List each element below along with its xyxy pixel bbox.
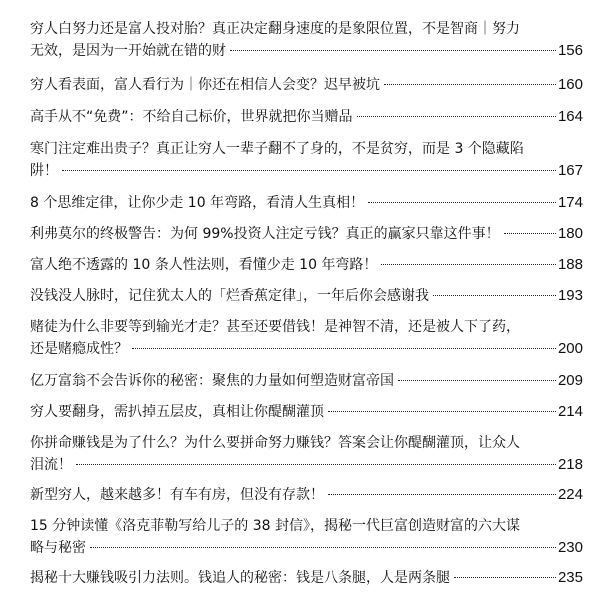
toc-entry[interactable] xyxy=(30,254,583,276)
leader-dots xyxy=(62,170,556,171)
toc-entry-page-number: 218 xyxy=(557,456,583,473)
toc-entry-title: 揭秘十大赚钱吸引力法则。钱追人的秘密：钱是八条腿，人是两条腿 xyxy=(30,570,450,586)
toc-entry[interactable] xyxy=(30,138,583,182)
toc-entry-title-line1: 赌徒为什么非要等到输光才走？甚至还要借钱！是神智不清，还是被人下了药， xyxy=(30,319,520,335)
toc-entry[interactable] xyxy=(30,515,583,559)
leader-dots xyxy=(90,547,556,548)
toc-entry-page-number: 156 xyxy=(557,42,583,59)
toc-entry-title: 利弗莫尔的终极警告：为何 99%投资人注定亏钱？真正的赢家只靠这件事！ xyxy=(30,226,500,242)
toc-entry-title: 亿万富翁不会告诉你的秘密：聚焦的力量如何塑造财富帝国 xyxy=(30,373,394,389)
toc-entry[interactable] xyxy=(30,192,583,214)
toc-entry-title-line1: 15 分钟读懂《洛克菲勒写给儿子的 38 封信》，揭秘一代巨富创造财富的六大谋 xyxy=(30,518,520,534)
toc-entry-title-line2: 泪流！ xyxy=(30,457,72,473)
toc-entry-page-number: 167 xyxy=(557,162,583,179)
leader-dots xyxy=(328,411,556,412)
leader-dots xyxy=(132,348,556,349)
leader-dots xyxy=(76,464,556,465)
toc-entry-title-line1: 寒门注定难出贵子？真正让穷人一辈子翻不了身的，不是贫穷，而是 3 个隐藏陷 xyxy=(30,141,524,157)
leader-dots xyxy=(381,264,556,265)
toc-entry[interactable] xyxy=(30,74,583,96)
toc-entry-page-number: 188 xyxy=(557,256,583,273)
toc-entry-title-line2: 无效，是因为一开始就在错的财 xyxy=(30,43,226,59)
toc-entry-page-number: 209 xyxy=(557,372,583,389)
toc-entry[interactable] xyxy=(30,567,583,589)
toc-entry-title-line1: 你拼命赚钱是为了什么？为什么要拼命努力赚钱？答案会让你醍醐灌顶，让众人 xyxy=(30,435,520,451)
toc-entry[interactable] xyxy=(30,18,583,62)
leader-dots xyxy=(230,50,556,51)
leader-dots xyxy=(328,494,556,495)
toc-entry-page-number: 160 xyxy=(557,76,583,93)
toc-entry-page-number: 230 xyxy=(557,539,583,556)
leader-dots xyxy=(398,380,556,381)
toc-entry-title-line2: 还是赌瘾成性？ xyxy=(30,341,128,357)
toc-entry-title: 高手从不“免费”：不给自己标价，世界就把你当赠品 xyxy=(30,109,353,125)
toc-entry-page-number: 200 xyxy=(557,340,583,357)
toc-entry-page-number: 174 xyxy=(557,194,583,211)
toc-entry[interactable] xyxy=(30,370,583,392)
toc-entry-title: 新型穷人，越来越多！有车有房，但没有存款！ xyxy=(30,487,324,503)
leader-dots xyxy=(368,202,556,203)
toc-entry-title: 8 个思维定律，让你少走 10 年弯路，看清人生真相！ xyxy=(30,195,365,211)
toc-entry-title: 富人绝不透露的 10 条人性法则，看懂少走 10 年弯路！ xyxy=(30,257,378,273)
toc-entry-title-line1: 穷人白努力还是富人投对胎？真正决定翻身速度的是象限位置，不是智商｜努力 xyxy=(30,21,520,37)
toc-entry[interactable] xyxy=(30,106,583,128)
leader-dots xyxy=(433,295,556,296)
toc-entry-page-number: 214 xyxy=(557,403,583,420)
toc-entry-title: 穷人看表面，富人看行为｜你还在相信人会变？迟早被坑 xyxy=(30,77,380,93)
leader-dots xyxy=(357,116,556,117)
toc-entry-page-number: 193 xyxy=(557,287,583,304)
toc-entry[interactable] xyxy=(30,285,583,307)
toc-entry-title-line2: 略与秘密 xyxy=(30,540,86,556)
toc-entry[interactable] xyxy=(30,484,583,506)
toc-entry[interactable] xyxy=(30,223,583,245)
toc-entry-title: 没钱没人脉时，记住犹太人的「烂香蕉定律」，一年后你会感谢我 xyxy=(30,288,429,304)
leader-dots xyxy=(384,84,556,85)
toc-entry[interactable] xyxy=(30,401,583,423)
toc-entry-page-number: 224 xyxy=(557,486,583,503)
toc-entry[interactable] xyxy=(30,432,583,476)
toc-entry[interactable] xyxy=(30,316,583,360)
leader-dots xyxy=(454,577,556,578)
toc-entry-title: 穷人要翻身，需扒掉五层皮，真相让你醍醐灌顶 xyxy=(30,404,324,420)
leader-dots xyxy=(504,233,556,234)
toc-entry-page-number: 235 xyxy=(557,569,583,586)
toc-entry-title-line2: 阱！ xyxy=(30,163,58,179)
toc-entry-page-number: 164 xyxy=(557,108,583,125)
toc-entry-page-number: 180 xyxy=(557,225,583,242)
